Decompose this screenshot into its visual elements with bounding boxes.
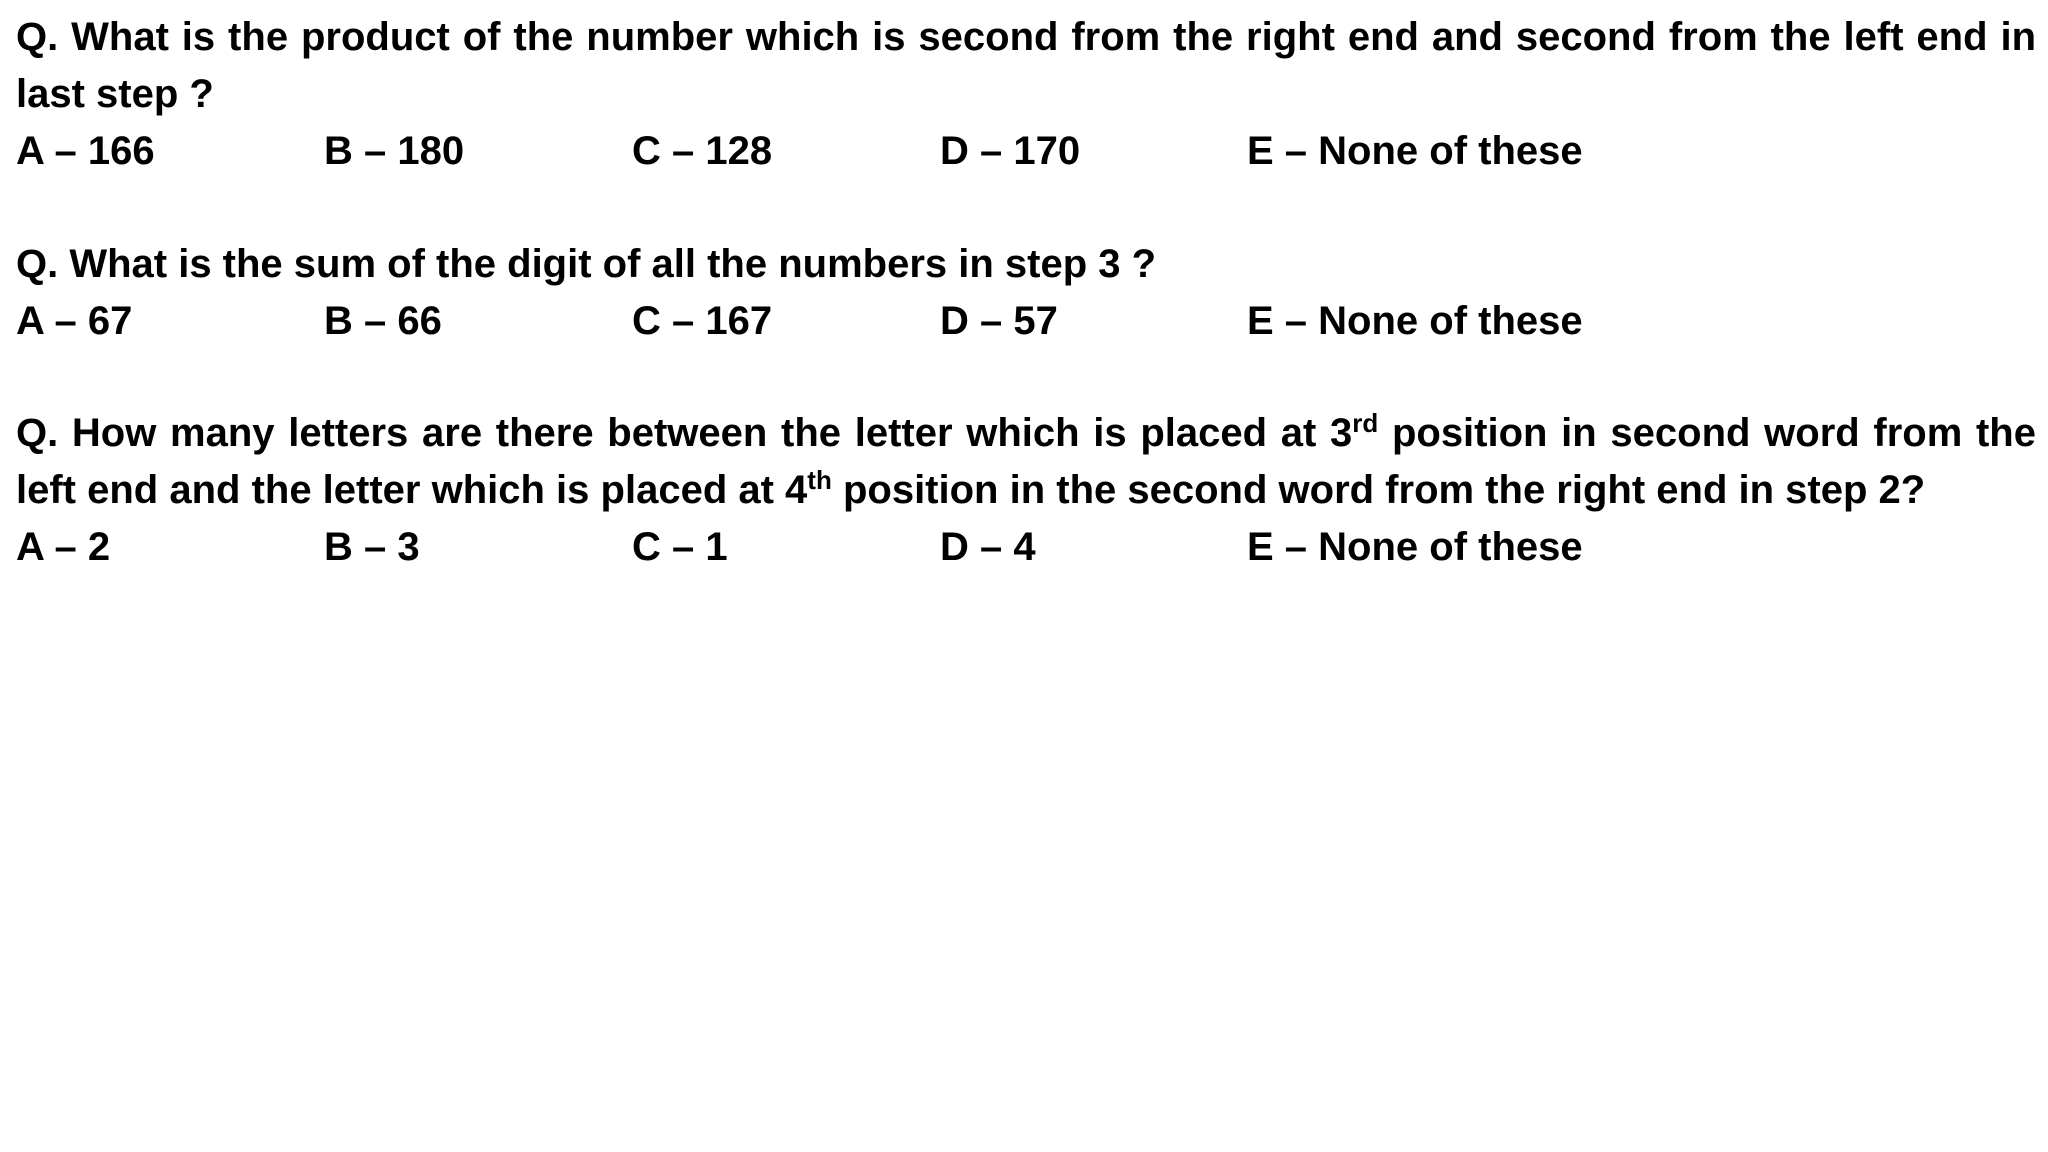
option-b: B – 180	[324, 129, 465, 173]
option-b: B – 3	[324, 525, 420, 569]
question-text-part-1: Q. How many letters are there between the letter which is placed at 3	[16, 411, 1353, 455]
option-d: D – 170	[940, 129, 1081, 173]
ordinal-suffix-th: th	[807, 465, 832, 495]
question-text-part-2: position in second word from the left end and the letter which is placed at 4	[16, 411, 2036, 512]
option-a: A – 166	[16, 129, 155, 173]
option-a: A – 2	[16, 525, 111, 569]
question-1	[16, 9, 2036, 180]
options-row	[16, 519, 2036, 576]
question-text	[16, 405, 2036, 519]
option-e: E – None of these	[1247, 525, 1583, 569]
question-text: Q. What is the product of the number which is second from the right end and second from the left end in last step ?	[16, 15, 2036, 116]
option-e: E – None of these	[1247, 129, 1583, 173]
option-a: A – 67	[16, 299, 133, 343]
option-b: B – 66	[324, 299, 442, 343]
option-c: C – 128	[632, 129, 773, 173]
options-row	[16, 293, 2036, 350]
option-c: C – 1	[632, 525, 728, 569]
options-row	[16, 123, 2036, 180]
question-2	[16, 236, 2036, 350]
option-d: D – 4	[940, 525, 1036, 569]
option-c: C – 167	[632, 299, 773, 343]
option-e: E – None of these	[1247, 299, 1583, 343]
ordinal-suffix-rd: rd	[1352, 408, 1379, 438]
question-text-part-3: position in the second word from the right end in step 2?	[831, 468, 1926, 512]
question-3	[16, 405, 2036, 576]
question-text: Q. What is the sum of the digit of all the numbers in step 3 ?	[16, 242, 1157, 286]
option-d: D – 57	[940, 299, 1058, 343]
